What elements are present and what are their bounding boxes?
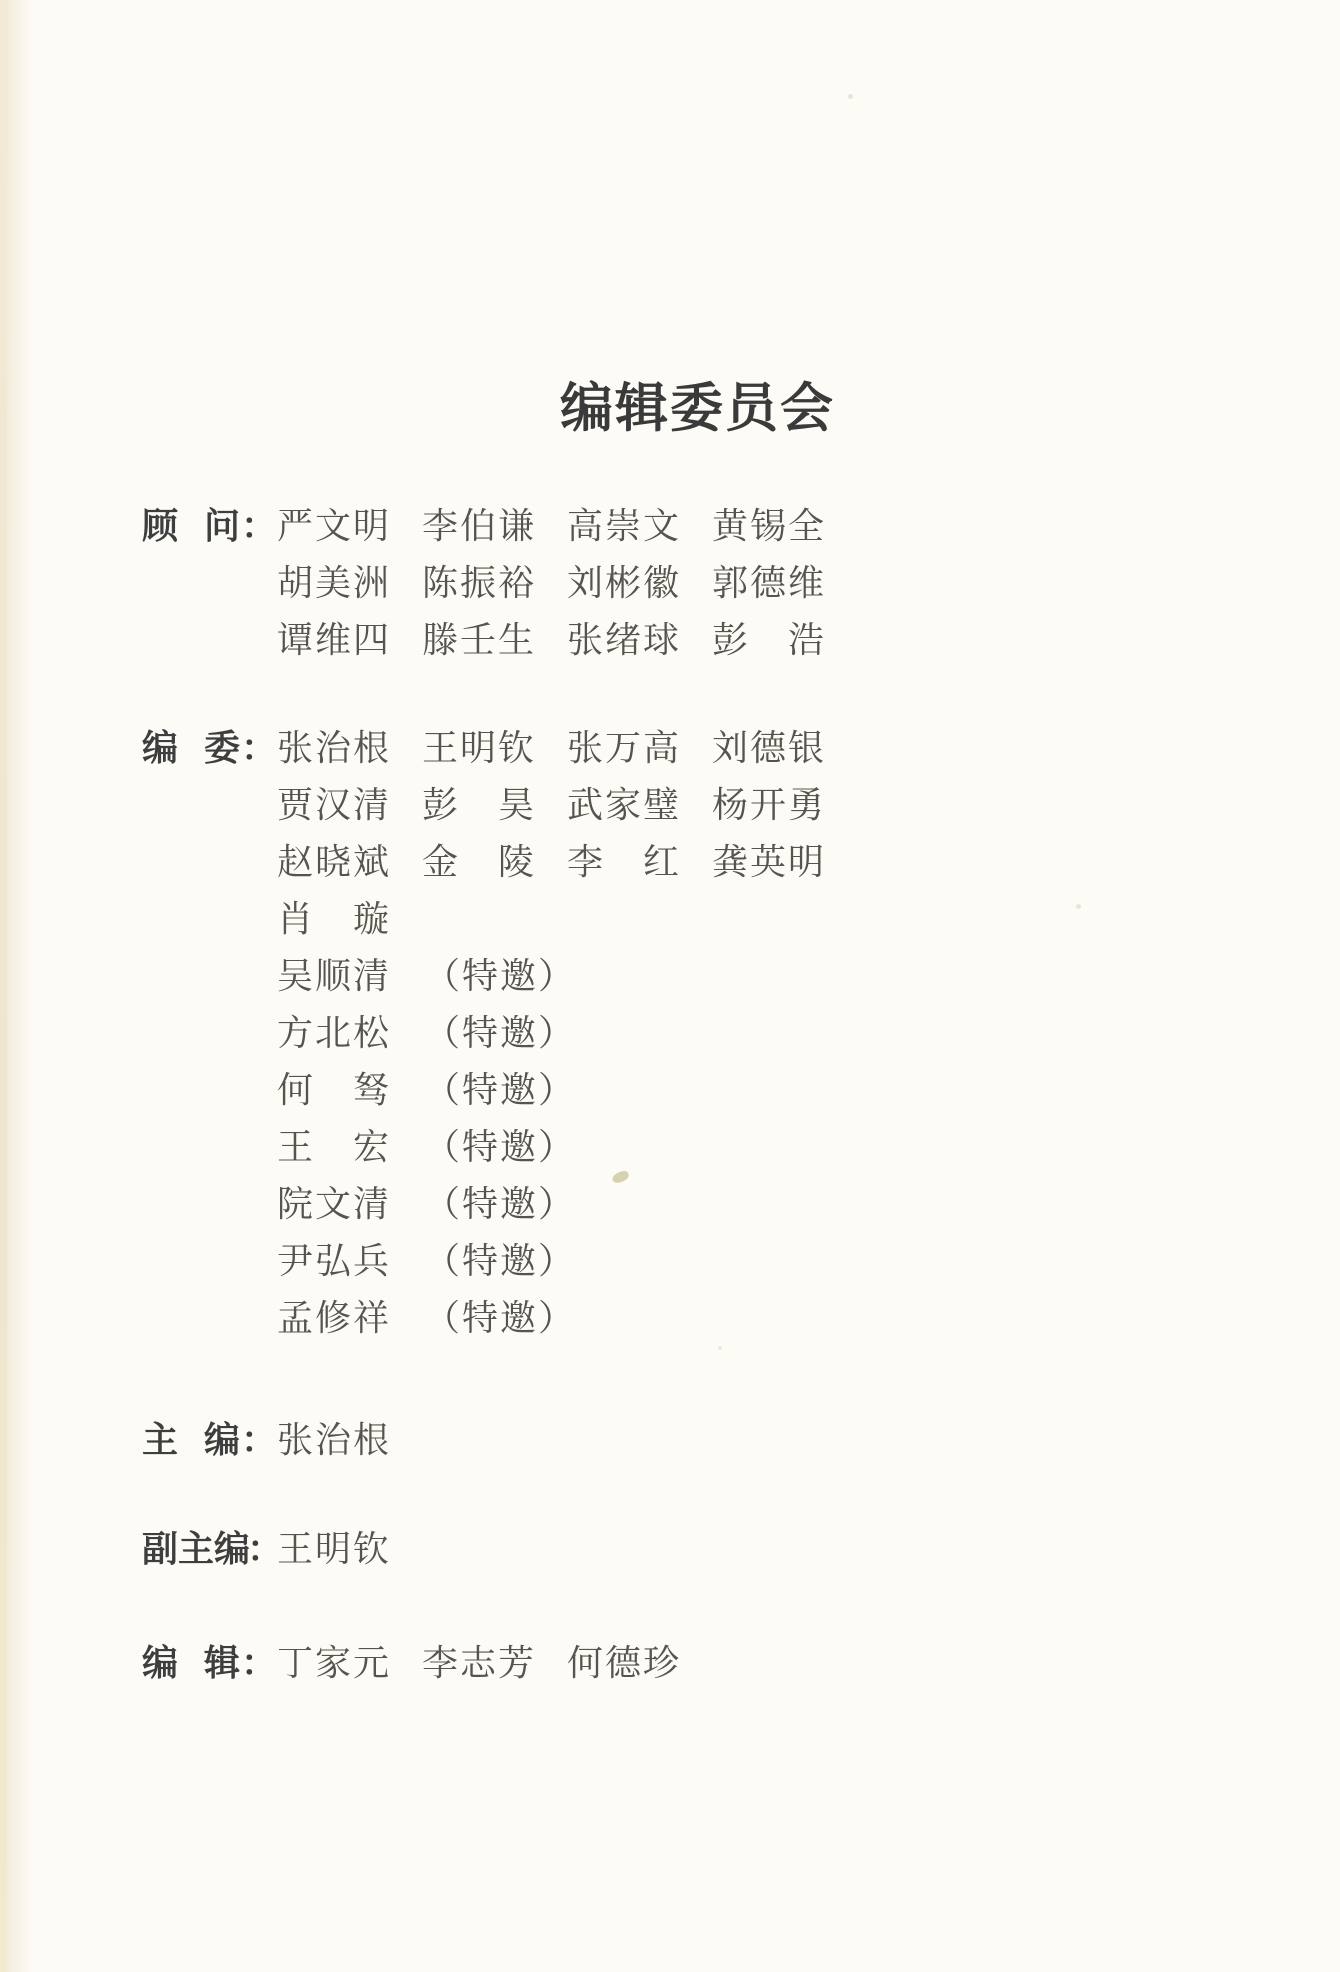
label-slot — [142, 1412, 277, 1463]
committee-row — [142, 1632, 1242, 1689]
committee-row — [142, 1059, 1242, 1116]
member-name: 陈 振 裕 — [422, 563, 534, 603]
scan-speck — [718, 1346, 722, 1350]
committee-row — [142, 609, 1242, 666]
committee-row — [142, 717, 1242, 774]
member-name: 孟 修 祥 — [277, 1298, 389, 1338]
invited-tag: （特邀） — [424, 1241, 577, 1281]
member-name: 院 文 清 — [277, 1184, 389, 1224]
member-name: 贾 汉 清 — [277, 785, 389, 825]
member-name: 吴 顺 清 — [277, 956, 389, 996]
member-name: 黄 锡 全 — [712, 506, 824, 546]
committee-row — [142, 1002, 1242, 1059]
member-name: 李 红 — [567, 842, 679, 882]
invited-tag: （特邀） — [424, 956, 577, 996]
member-name: 刘 德 银 — [712, 728, 824, 768]
member-name: 丁 家 元 — [277, 1643, 389, 1683]
label-colon: ： — [240, 1419, 277, 1460]
scan-speck — [848, 94, 853, 99]
row-label: 副 主 编 — [142, 1528, 251, 1569]
committee-row — [142, 1287, 1242, 1344]
committee-list — [142, 495, 1242, 1689]
page-title: 编辑委员会 — [560, 380, 835, 438]
invited-tag: （特邀） — [424, 1184, 577, 1224]
member-name: 张 万 高 — [567, 728, 679, 768]
member-name: 王 明 钦 — [422, 728, 534, 768]
invited-tag: （特邀） — [424, 1070, 577, 1110]
section-editors — [142, 1632, 1242, 1689]
section-chief-editor — [142, 1409, 1242, 1466]
label-slot — [142, 1635, 277, 1686]
member-name: 滕 壬 生 — [422, 620, 534, 660]
committee-row — [142, 1409, 1242, 1466]
invited-tag: （特邀） — [424, 1013, 577, 1053]
row-label: 编 委 — [142, 727, 240, 768]
member-name: 肖 璇 — [277, 899, 389, 939]
label-colon: ： — [240, 505, 277, 546]
member-name: 王 宏 — [277, 1127, 389, 1167]
member-name: 李 志 芳 — [422, 1643, 534, 1683]
label-colon: ： — [240, 1642, 277, 1683]
committee-row — [142, 774, 1242, 831]
member-name: 郭 德 维 — [712, 563, 824, 603]
committee-row — [142, 945, 1242, 1002]
member-name: 胡 美 洲 — [277, 563, 389, 603]
section-deputy-chief-editor — [142, 1518, 1242, 1575]
member-name: 严 文 明 — [277, 506, 389, 546]
committee-row — [142, 888, 1242, 945]
member-name: 龚 英 明 — [712, 842, 824, 882]
committee-row — [142, 1173, 1242, 1230]
committee-row — [142, 1116, 1242, 1173]
member-name: 尹 弘 兵 — [277, 1241, 389, 1281]
label-colon: ： — [240, 727, 277, 768]
member-name: 何 驽 — [277, 1070, 389, 1110]
member-name: 彭 浩 — [712, 620, 824, 660]
invited-tag: （特邀） — [424, 1298, 577, 1338]
committee-row — [142, 552, 1242, 609]
label-slot — [142, 720, 277, 771]
member-name: 武 家 璧 — [567, 785, 679, 825]
committee-row — [142, 1230, 1242, 1287]
member-name: 张 绪 球 — [567, 620, 679, 660]
section-editorial-board — [142, 717, 1242, 1344]
member-name: 张 治 根 — [277, 728, 389, 768]
page-edge-shadow-inner — [0, 0, 7, 1972]
row-label: 编 辑 — [142, 1642, 240, 1683]
committee-row — [142, 831, 1242, 888]
label-slot — [142, 1521, 284, 1572]
committee-row — [142, 495, 1242, 552]
member-name: 王 明 钦 — [277, 1529, 389, 1569]
label-slot — [142, 498, 277, 549]
scan-speck — [1076, 904, 1081, 909]
invited-tag: （特邀） — [424, 1127, 577, 1167]
section-advisors — [142, 495, 1242, 666]
committee-row — [142, 1518, 1242, 1575]
label-colon: ： — [247, 1528, 284, 1569]
member-name: 方 北 松 — [277, 1013, 389, 1053]
member-name: 赵 晓 斌 — [277, 842, 389, 882]
member-name: 刘 彬 徽 — [567, 563, 679, 603]
member-name: 张 治 根 — [277, 1420, 389, 1460]
row-label: 主 编 — [142, 1419, 240, 1460]
member-name: 何 德 珍 — [567, 1643, 679, 1683]
row-label: 顾 问 — [142, 505, 240, 546]
member-name: 彭 昊 — [422, 785, 534, 825]
member-name: 谭 维 四 — [277, 620, 389, 660]
member-name: 李 伯 谦 — [422, 506, 534, 546]
member-name: 金 陵 — [422, 842, 534, 882]
member-name: 高 崇 文 — [567, 506, 679, 546]
member-name: 杨 开 勇 — [712, 785, 824, 825]
